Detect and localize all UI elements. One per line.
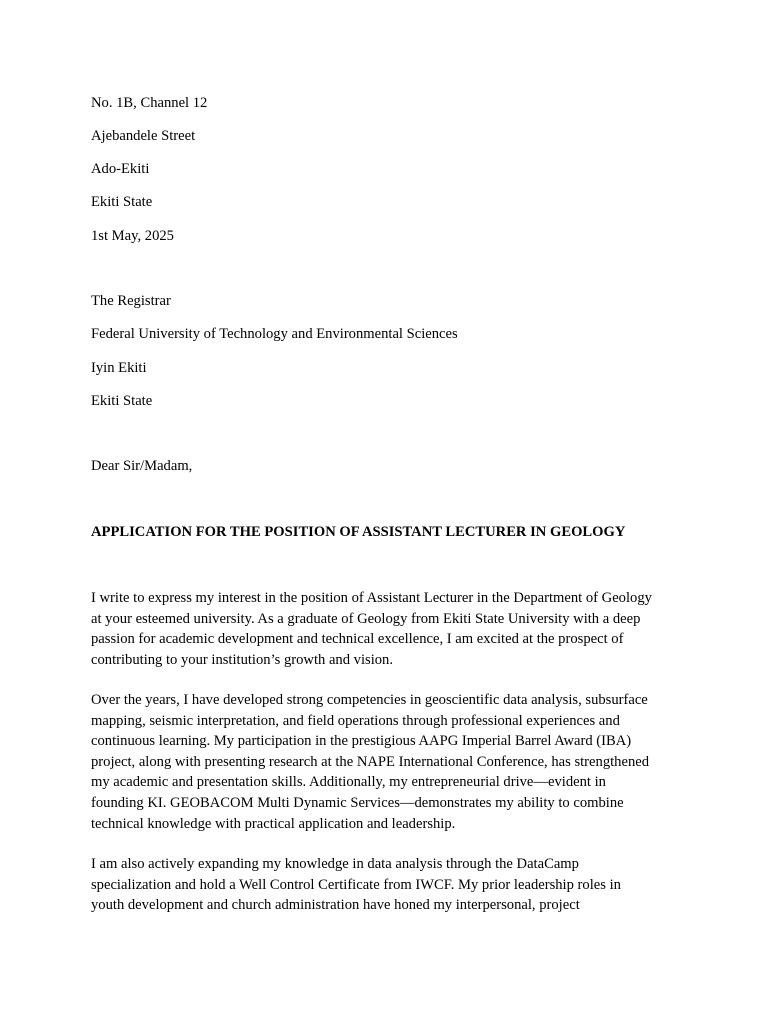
body-paragraph-2 — [91, 690, 681, 834]
salutation: Dear Sir/Madam, — [91, 458, 193, 474]
body-paragraph-3-line: specialization and hold a Well Control Certificate from IWCF. My prior leadership roles in — [91, 876, 621, 893]
body-paragraph-1-line: contributing to your institution’s growth and vision. — [91, 651, 394, 668]
body-paragraph-1-line: I write to express my interest in the position of Assistant Lecturer in the Department of Geology — [91, 590, 652, 606]
recipient-address-line-3: Iyin Ekiti — [91, 360, 147, 376]
letter-date: 1st May, 2025 — [91, 228, 174, 244]
sender-address-line-3: Ado-Ekiti — [91, 161, 150, 177]
body-paragraph-2-line: continuous learning. My participation in the prestigious AAPG Imperial Barrel Award (IBA) — [91, 733, 632, 750]
body-paragraph-3-line: youth development and church administration have honed my interpersonal, project — [91, 897, 580, 914]
recipient-address-line-2: Federal University of Technology and Environmental Sciences — [91, 326, 458, 342]
body-paragraph-3-line: I am also actively expanding my knowledge in data analysis through the DataCamp — [91, 856, 579, 872]
recipient-address-line-4: Ekiti State — [91, 393, 153, 409]
body-paragraph-2-line: my academic and presentation skills. Additionally, my entrepreneurial drive—evident in — [91, 774, 606, 791]
body-paragraph-2-line: technical knowledge with practical application and leadership. — [91, 815, 456, 832]
body-paragraph-1-line: passion for academic development and technical excellence, I am excited at the prospect of — [91, 631, 624, 648]
body-paragraph-2-line: founding KI. GEOBACOM Multi Dynamic Services—demonstrates my ability to combine — [91, 794, 624, 811]
sender-address-line-4: Ekiti State — [91, 194, 153, 210]
recipient-address-line-1: The Registrar — [91, 293, 171, 309]
body-paragraph-3 — [91, 854, 681, 916]
sender-address-line-2: Ajebandele Street — [91, 128, 196, 144]
body-paragraph-2-line: project, along with presenting research at the NAPE International Conference, has strengthened — [91, 753, 650, 770]
body-paragraph-2-line: Over the years, I have developed strong competencies in geoscientific data analysis, subsurface — [91, 692, 648, 708]
body-paragraph-1 — [91, 588, 681, 670]
body-paragraph-2-line: mapping, seismic interpretation, and field operations through professional experiences and — [91, 712, 620, 729]
sender-address-line-1: No. 1B, Channel 12 — [91, 95, 208, 111]
letter-subject: APPLICATION FOR THE POSITION OF ASSISTANT LECTURER IN GEOLOGY — [91, 524, 626, 540]
body-paragraph-1-line: at your esteemed university. As a graduate of Geology from Ekiti State University with a deep — [91, 610, 641, 627]
